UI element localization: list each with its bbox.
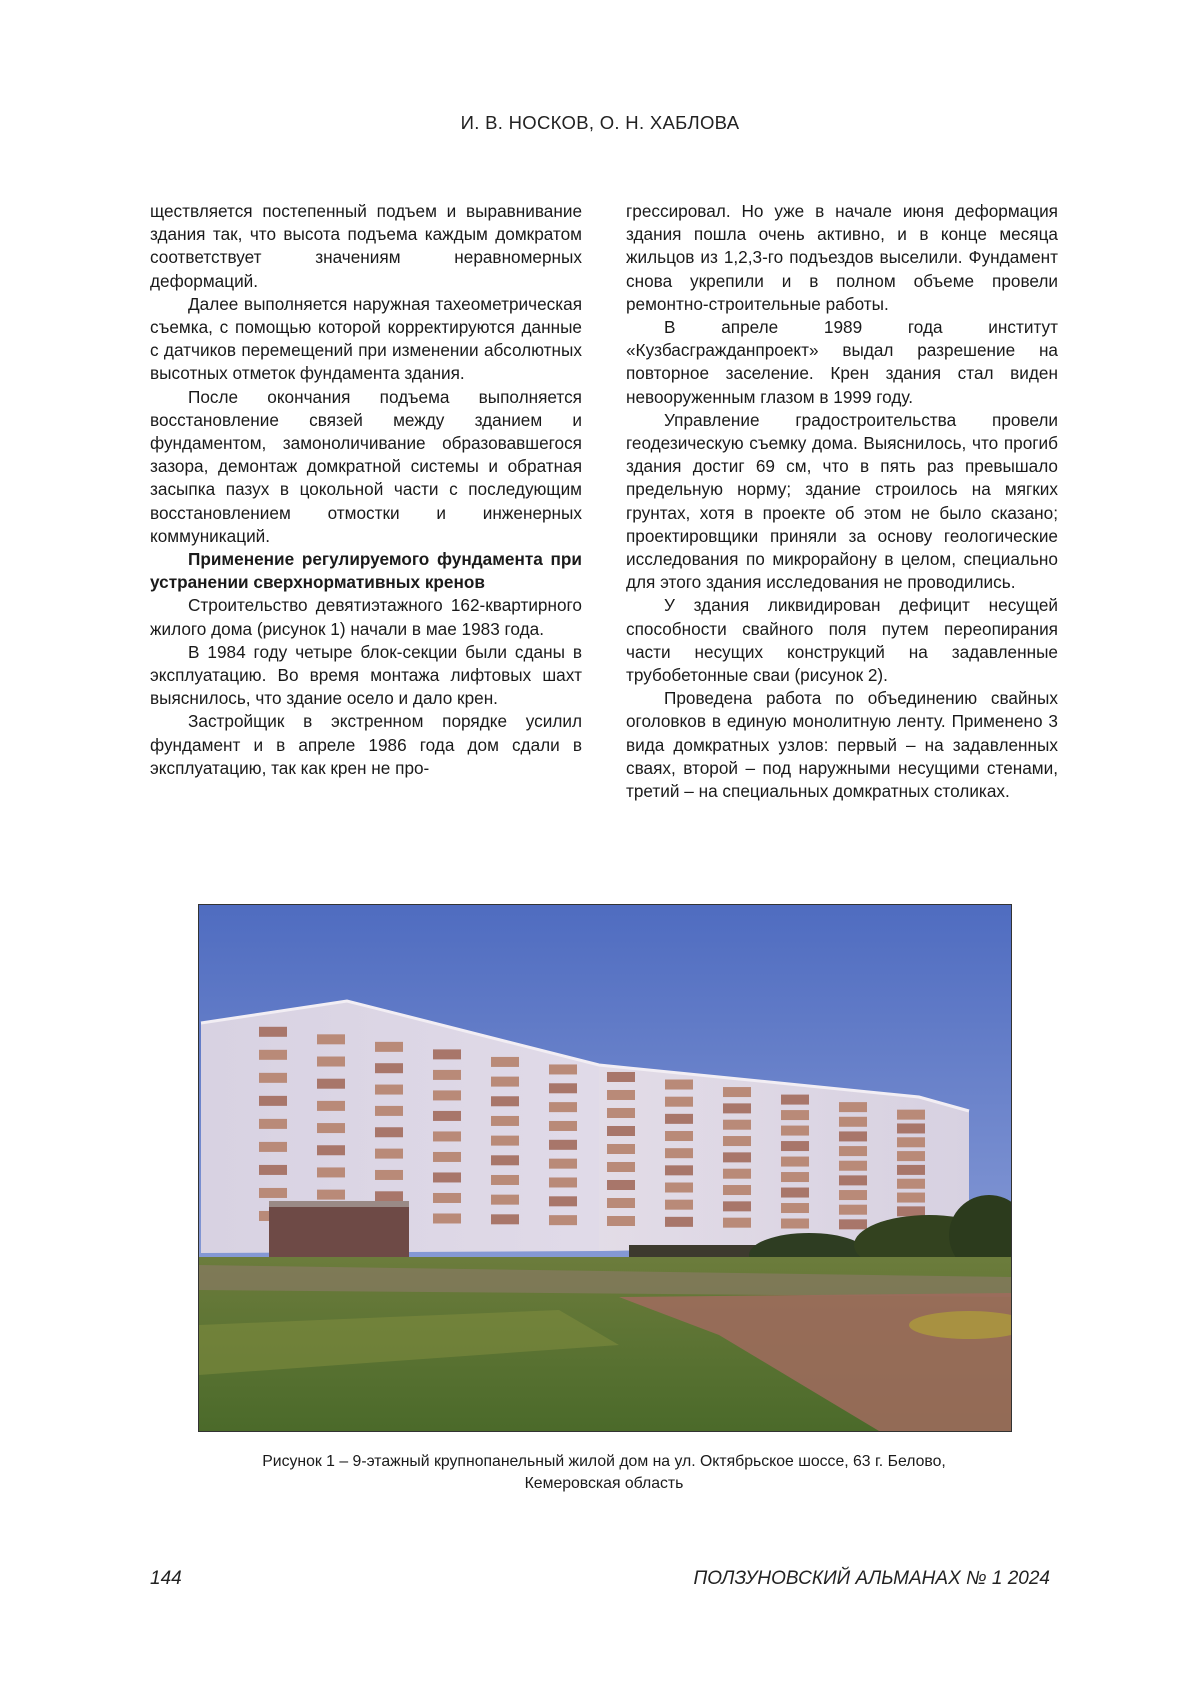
balcony — [375, 1106, 403, 1116]
text-column-left — [150, 200, 582, 780]
balcony — [607, 1108, 635, 1118]
balcony — [259, 1165, 287, 1175]
section-heading: Применение регулируемого фундамента при устранении сверхнормативных кренов — [150, 549, 582, 593]
balcony — [259, 1119, 287, 1129]
balcony — [781, 1188, 809, 1198]
balcony — [317, 1034, 345, 1044]
balcony — [665, 1200, 693, 1210]
balcony — [781, 1157, 809, 1167]
balcony — [259, 1188, 287, 1198]
balcony — [607, 1090, 635, 1100]
caption-line-2: Кемеровская область — [524, 1475, 684, 1492]
balcony — [549, 1083, 577, 1093]
figure-caption — [150, 1451, 1058, 1495]
balcony — [665, 1131, 693, 1141]
balcony — [723, 1218, 751, 1228]
paragraph: В 1984 году четыре блок-секции были сданы в эксплуатацию. Во время монтажа лифтовых шахт выяснилось, что здание осело и дало крен. — [150, 641, 582, 709]
balcony — [607, 1126, 635, 1136]
balcony — [665, 1097, 693, 1107]
paragraph: грессировал. Но уже в начале июня деформация здания пошла очень активно, и в конце месяца жильцов из 1,2,3-го подъездов выселили. Фундамент снова укрепили и в полном объеме провели ремонтно-строительные работы. — [626, 201, 1058, 314]
balcony — [433, 1111, 461, 1121]
balcony — [665, 1183, 693, 1193]
balcony — [723, 1120, 751, 1130]
balcony — [665, 1080, 693, 1090]
balcony — [491, 1116, 519, 1126]
balcony — [897, 1193, 925, 1203]
balcony — [491, 1155, 519, 1165]
paragraph: У здания ликвидирован дефицит несущей способности свайного поля путем переопирания части несущих конструкций на задавленные трубобетонные сваи (рисунок 2). — [626, 595, 1058, 686]
balcony — [375, 1191, 403, 1201]
balcony — [375, 1042, 403, 1052]
balcony — [491, 1077, 519, 1087]
balcony — [259, 1073, 287, 1083]
balcony — [317, 1123, 345, 1133]
running-head-authors: И. В. НОСКОВ, О. Н. ХАБЛОВА — [460, 112, 740, 133]
caption-line-1: Рисунок 1 – 9-этажный крупнопанельный жилой дом на ул. Октябрьское шоссе, 63 г. Белово, — [262, 1453, 946, 1470]
balcony — [781, 1203, 809, 1213]
balcony — [491, 1136, 519, 1146]
balcony — [897, 1110, 925, 1120]
balcony — [781, 1172, 809, 1182]
balcony — [317, 1190, 345, 1200]
balcony — [433, 1172, 461, 1182]
balcony — [665, 1148, 693, 1158]
balcony — [897, 1165, 925, 1175]
balcony — [549, 1102, 577, 1112]
balcony — [839, 1205, 867, 1215]
balcony — [433, 1131, 461, 1141]
balcony — [549, 1121, 577, 1131]
balcony — [607, 1072, 635, 1082]
balcony — [607, 1180, 635, 1190]
balcony — [897, 1151, 925, 1161]
balcony — [375, 1063, 403, 1073]
balcony — [665, 1217, 693, 1227]
balcony — [317, 1145, 345, 1155]
balcony — [781, 1095, 809, 1105]
balcony — [781, 1126, 809, 1136]
balcony — [433, 1152, 461, 1162]
balcony — [433, 1193, 461, 1203]
balcony — [897, 1179, 925, 1189]
balcony — [897, 1137, 925, 1147]
balcony — [491, 1214, 519, 1224]
balcony — [549, 1177, 577, 1187]
balcony — [839, 1117, 867, 1127]
balcony — [839, 1175, 867, 1185]
balcony — [259, 1142, 287, 1152]
paragraph: В апреле 1989 года институт «Кузбасгражданпроект» выдал разрешение на повторное заселение. Крен здания стал виден невооруженным глазом в 1999 году. — [626, 317, 1058, 407]
balcony — [781, 1219, 809, 1229]
balcony — [549, 1215, 577, 1225]
balcony — [723, 1201, 751, 1211]
balcony — [433, 1049, 461, 1059]
balcony — [781, 1110, 809, 1120]
balcony — [491, 1175, 519, 1185]
balcony — [549, 1140, 577, 1150]
balcony — [839, 1161, 867, 1171]
balcony — [665, 1165, 693, 1175]
balcony — [723, 1087, 751, 1097]
balcony — [607, 1198, 635, 1208]
balcony — [433, 1070, 461, 1080]
figure-1-photo — [198, 904, 1012, 1432]
balcony — [897, 1206, 925, 1216]
balcony — [491, 1057, 519, 1067]
paragraph: Управление градостроительства провели геодезическую съемку дома. Выяснилось, что прогиб здания достиг 69 см, что в пять раз превышало предельную норму; здание строилось на мягких грунтах, хотя в проекте об этом не было сказано; проектировщики приняли за основу геологические исследования по микрорайону в целом, специально для этого здания исследования не проводились. — [626, 409, 1058, 593]
balcony — [897, 1123, 925, 1133]
paragraph: Проведена работа по объединению свайных оголовков в единую монолитную ленту. Применено 3 вида домкратных узлов: первый – на задавленных сваях, второй – под наружными несущими стенами, третий – на специальных домкратных столиках. — [626, 688, 1058, 802]
balcony — [375, 1170, 403, 1180]
balcony — [607, 1162, 635, 1172]
text-column-right — [626, 200, 1058, 803]
balcony — [433, 1213, 461, 1223]
balcony — [723, 1185, 751, 1195]
balcony — [375, 1149, 403, 1159]
balcony — [259, 1050, 287, 1060]
balcony — [259, 1096, 287, 1106]
balcony — [375, 1085, 403, 1095]
balcony — [723, 1136, 751, 1146]
balcony — [839, 1102, 867, 1112]
balcony — [723, 1103, 751, 1113]
balcony — [317, 1057, 345, 1067]
paragraph: Строительство девятиэтажного 162-квартирного жилого дома (рисунок 1) начали в мае 1983 года. — [150, 595, 582, 639]
journal-title: ПОЛЗУНОВСКИЙ АЛЬМАНАХ № 1 2024 — [693, 1568, 1050, 1589]
balcony — [491, 1195, 519, 1205]
balcony — [317, 1079, 345, 1089]
balcony — [665, 1114, 693, 1124]
balcony — [781, 1141, 809, 1151]
balcony — [317, 1101, 345, 1111]
balcony — [549, 1196, 577, 1206]
balcony — [433, 1090, 461, 1100]
building-photo-illustration — [199, 905, 1011, 1431]
balcony — [839, 1146, 867, 1156]
paragraph: Застройщик в экстренном порядке усилил фундамент и в апреле 1986 года дом сдали в эксплуатацию, так как крен не про- — [150, 711, 582, 778]
balcony — [607, 1144, 635, 1154]
paragraph: Далее выполняется наружная тахеометрическая съемка, с помощью которой корректируются данные с датчиков перемещений при изменении абсолютных высотных отметок фундамента здания. — [150, 293, 582, 384]
balcony — [549, 1159, 577, 1169]
balcony — [607, 1216, 635, 1226]
balcony — [259, 1027, 287, 1037]
balcony — [839, 1219, 867, 1229]
balcony — [549, 1064, 577, 1074]
balcony — [839, 1131, 867, 1141]
balcony — [839, 1190, 867, 1200]
balcony — [491, 1096, 519, 1106]
paragraph: ществляется постепенный подъем и выравнивание здания так, что высота подъема каждым домкратом соответствует значениям неравномерных деформаций. — [150, 201, 582, 291]
balcony — [723, 1152, 751, 1162]
paragraph: После окончания подъема выполняется восстановление связей между зданием и фундаментом, замоноличивание образовавшегося зазора, демонтаж домкратной системы и обратная засыпка пазух в цокольной части с последующим восстановлением отмостки и инженерных коммуникаций. — [150, 386, 582, 546]
balcony — [317, 1167, 345, 1177]
balcony — [375, 1127, 403, 1137]
balcony — [723, 1169, 751, 1179]
page-number: 144 — [150, 1568, 182, 1589]
